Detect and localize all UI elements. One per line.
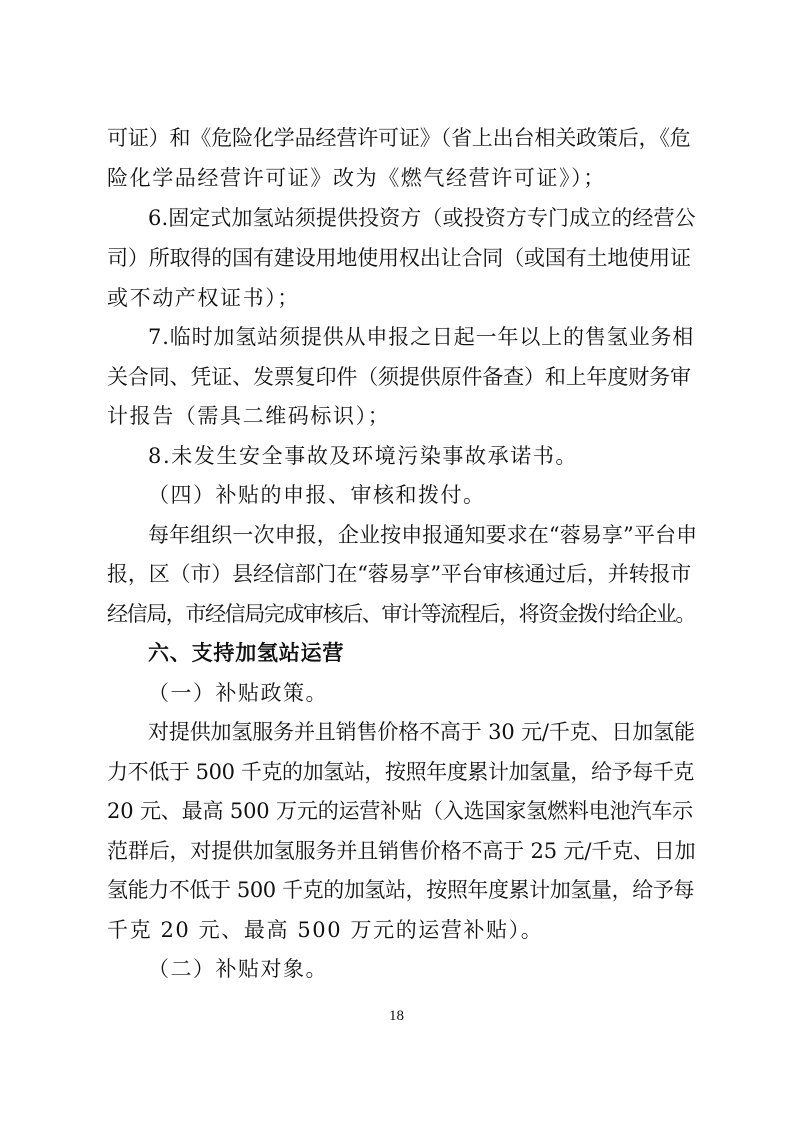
list-item-6-line: 司）所取得的国有建设用地使用权出让合同（或国有土地使用证 [107,246,691,270]
body-text-line: 氢能力不低于 500 千克的加氢站，按照年度累计加氢量，给予每 [107,878,695,902]
page-number: 18 [389,1008,404,1024]
body-text-line: 千克 20 元、最高 500 万元的运营补贴）。 [107,918,544,942]
subsection-heading: （一）补贴政策。 [148,681,328,705]
subsection-heading: （四）补贴的申报、审核和拨付。 [148,483,486,507]
body-text-line: 范群后，对提供加氢服务并且销售价格不高于 25 元/千克、日加 [107,839,696,863]
body-text-line: 20 元、最高 500 万元的运营补贴（入选国家氢燃料电池汽车示 [107,799,694,823]
subsection-heading: （二）补贴对象。 [148,957,328,981]
list-item-7-line: 计报告（需具二维码标识）； [107,404,391,428]
body-text-line: 可证）和《危险化学品经营许可证》（省上出台相关政策后，《危 [107,126,691,150]
body-text-line: 对提供加氢服务并且销售价格不高于 30 元/千克、日加氢能 [148,720,695,744]
body-text-line: 报，区（市）县经信部门在“蓉易享”平台审核通过后，并转报市 [107,562,692,586]
list-item-8-line: 8.未发生安全事故及环境污染事故承诺书。 [148,444,579,468]
list-item-6-line: 6.固定式加氢站须提供投资方（或投资方专门成立的经营公 [148,206,696,230]
list-item-6-line: 或不动产权证书）； [107,286,300,310]
section-heading: 六、支持加氢站运营 [148,641,345,665]
list-item-7-line: 关合同、凭证、发票复印件（须提供原件备查）和上年度财务审 [107,365,691,389]
body-text-line: 力不低于 500 千克的加氢站，按照年度累计加氢量，给予每千克 [107,760,695,784]
list-item-7-line: 7.临时加氢站须提供从申报之日起一年以上的售氢业务相 [148,325,695,349]
body-text-line: 每年组织一次申报，企业按申报通知要求在“蓉易享”平台申 [148,523,697,547]
body-text-line: 险化学品经营许可证》改为《燃气经营许可证》）； [107,166,606,190]
body-text-line: 经信局，市经信局完成审核后、审计等流程后，将资金拨付给企业。 [107,602,695,626]
